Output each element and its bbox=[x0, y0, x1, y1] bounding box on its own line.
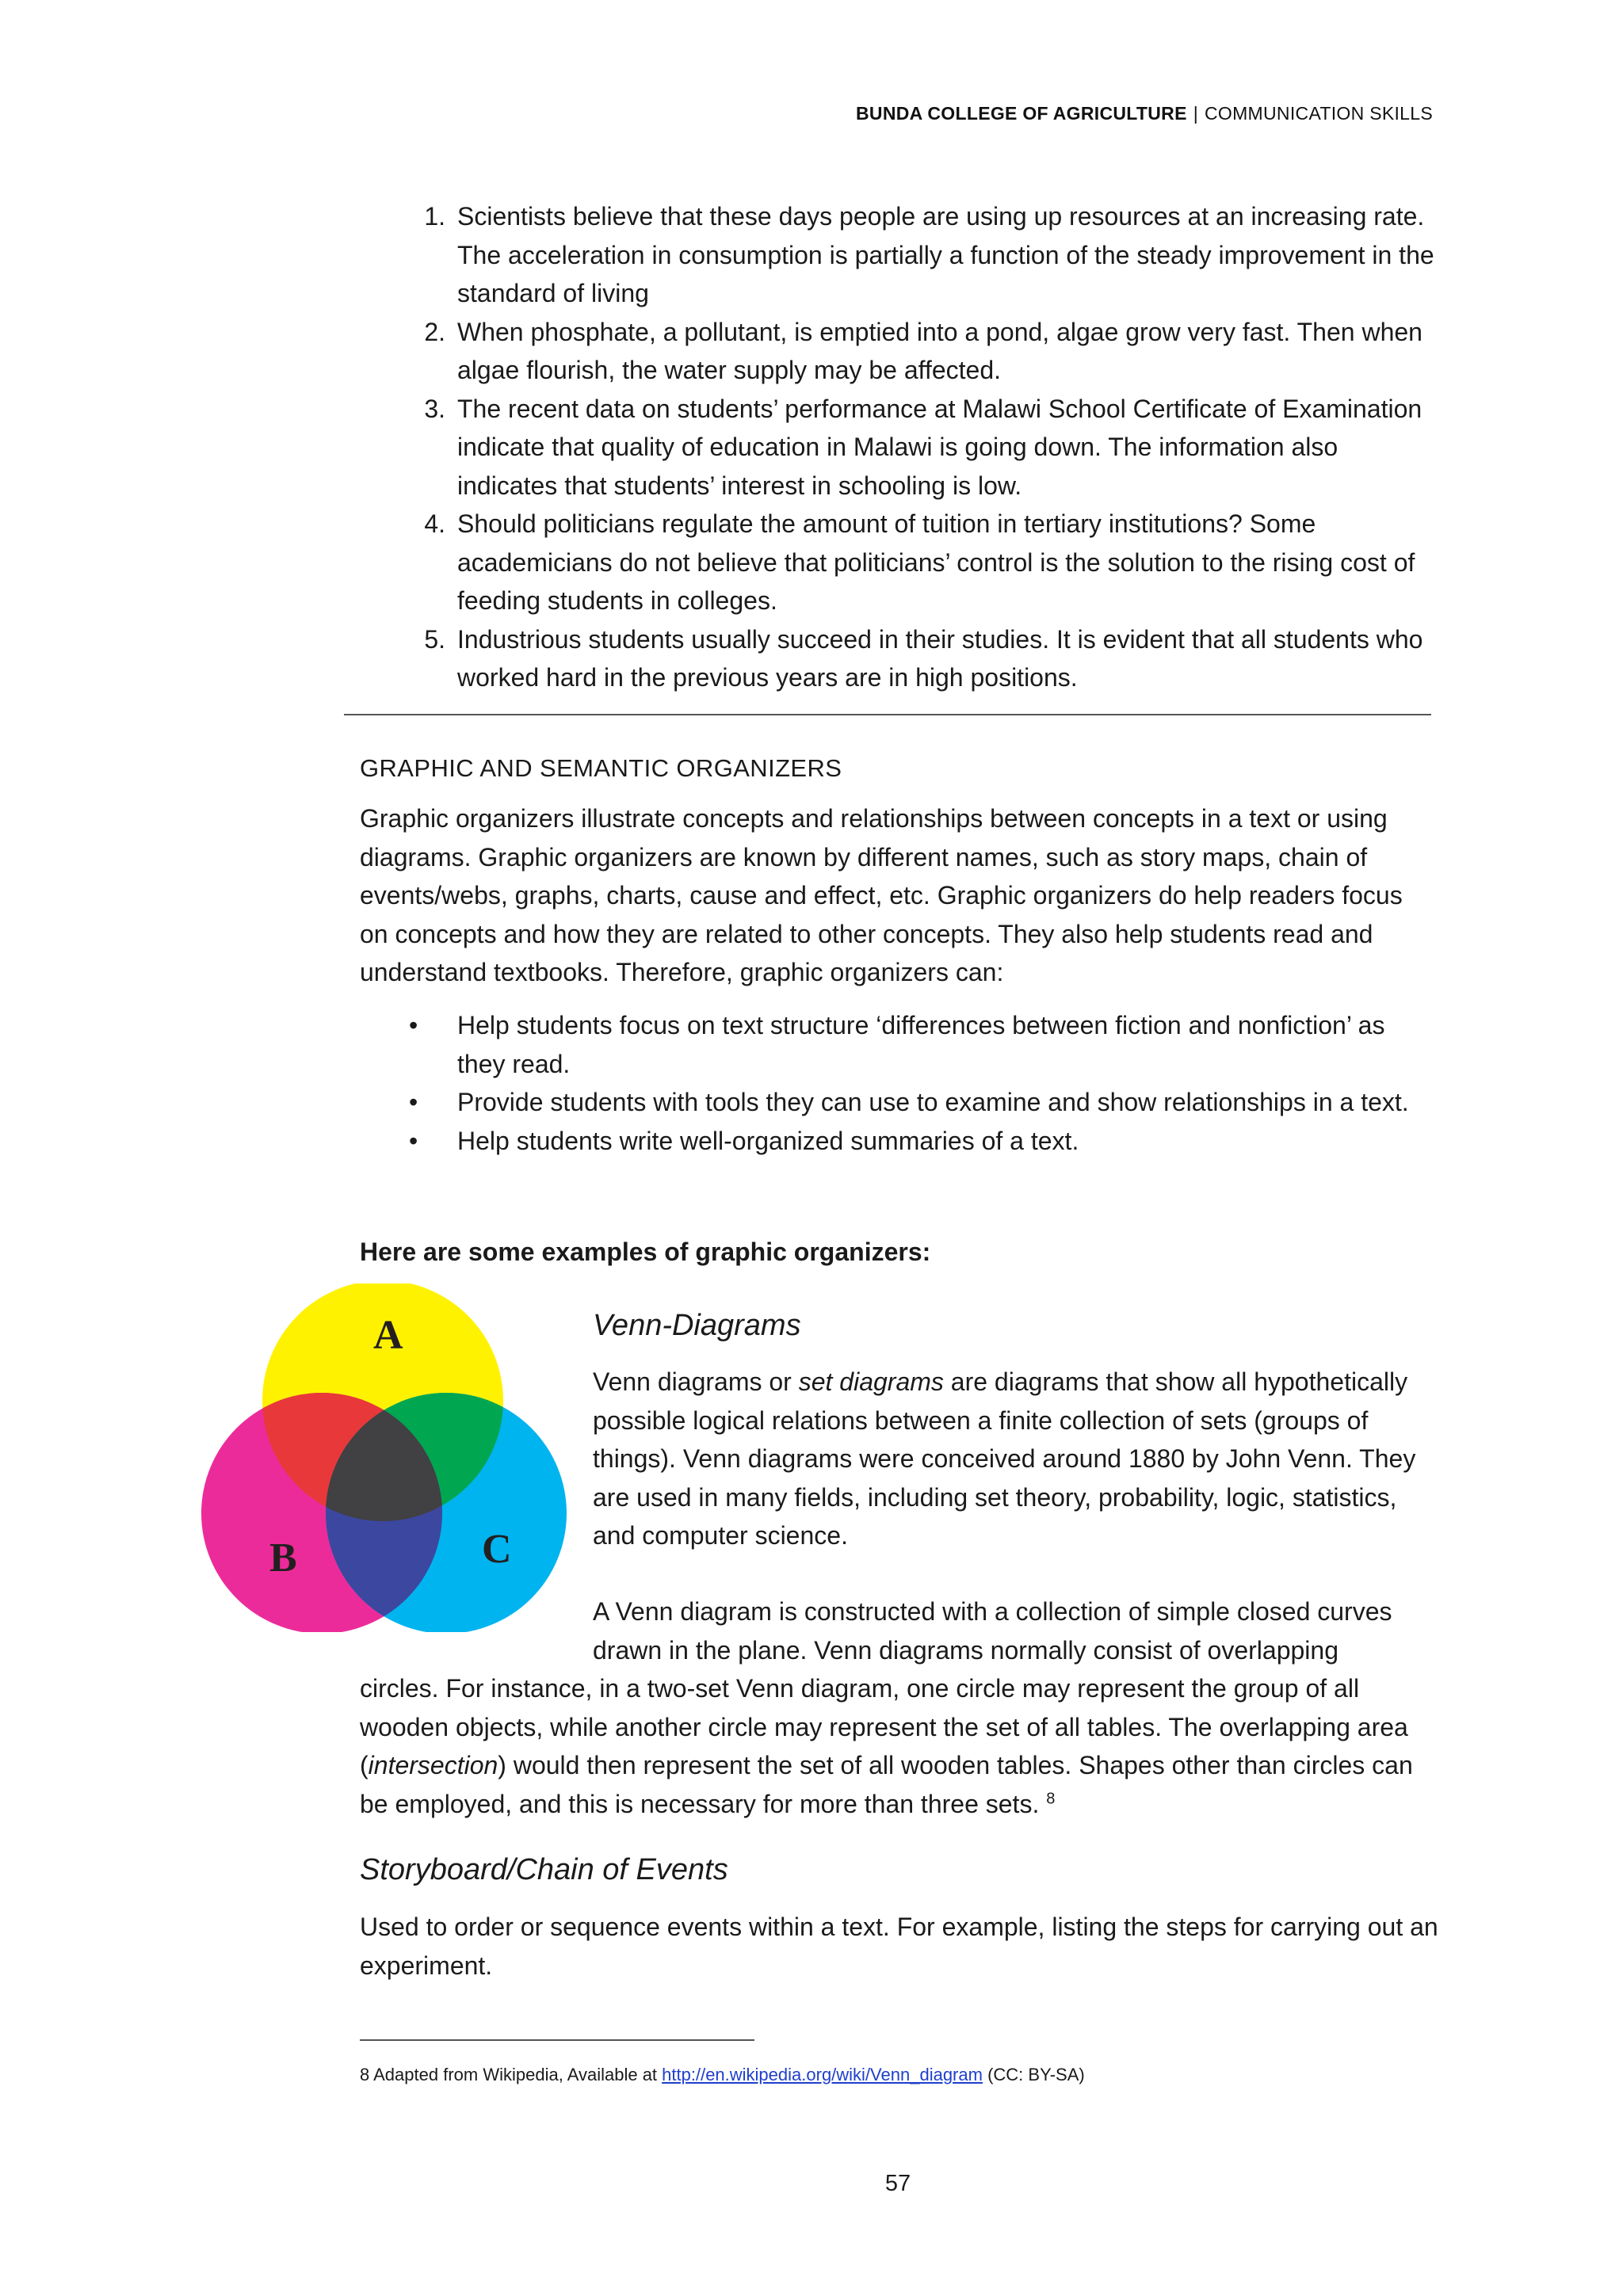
list-item-text: Scientists believe that these days people are using up resources at an increasing rate. The acceleration in consumption is partially a function of the steady improvement in the standard of living bbox=[457, 202, 1434, 307]
venn-paragraph-2-cont bbox=[360, 1669, 1442, 1823]
list-number: 4. bbox=[424, 509, 445, 538]
bullet-text: Help students focus on text structure ‘differences between fiction and nonfiction’ as they read. bbox=[457, 1011, 1385, 1078]
section-divider bbox=[344, 714, 1431, 715]
bullet-icon: • bbox=[409, 1011, 418, 1039]
venn-p1-text: Venn diagrams or bbox=[593, 1367, 799, 1396]
bullet-item bbox=[406, 1122, 1436, 1161]
storyboard-paragraph: Used to order or sequence events within a text. For example, listing the steps for carrying out an experiment. bbox=[360, 1913, 1438, 1980]
venn-p2-text-cont: ) would then represent the set of all wooden tables. Shapes other than circles can be employed, and this is necessary for more than three sets. bbox=[360, 1751, 1413, 1818]
bullet-item bbox=[406, 1006, 1436, 1083]
list-item-text: The recent data on students’ performance at Malawi School Certificate of Examination indicate that quality of education in Malawi is going down. The information also indicates that students’ interest in schooling is low. bbox=[457, 394, 1423, 500]
venn-p2-text: circles. For instance, in a two-set Venn diagram, one circle may represent the group of all wooden objects, while another circle may represent the set of all tables. The overlapping area ( bbox=[360, 1674, 1408, 1779]
venn-label-b: B bbox=[269, 1535, 297, 1581]
venn-p1-emphasis: set diagrams bbox=[798, 1367, 944, 1396]
list-number: 1. bbox=[424, 202, 445, 231]
intro-paragraph: Graphic organizers illustrate concepts and relationships between concepts in a text or using diagrams. Graphic organizers are known by different names, such as story maps, chain of events/webs, graphs, charts, cause and effect, etc. Graphic organizers do help readers focus on concepts and how they are related to other concepts. They also help students read and understand textbooks. Therefore, graphic organizers can: bbox=[360, 804, 1403, 986]
venn-p2-emphasis: intersection bbox=[368, 1751, 498, 1779]
footnote-divider bbox=[360, 2039, 754, 2041]
bullet-icon: • bbox=[409, 1088, 418, 1116]
list-number: 3. bbox=[424, 394, 445, 423]
footnote-link[interactable]: http://en.wikipedia.org/wiki/Venn_diagram bbox=[662, 2065, 983, 2084]
numbered-example-list bbox=[406, 197, 1436, 697]
bullet-text: Help students write well-organized summaries of a text. bbox=[457, 1126, 1079, 1155]
list-number: 5. bbox=[424, 624, 445, 654]
list-item bbox=[406, 390, 1436, 505]
list-item bbox=[406, 197, 1436, 313]
list-item bbox=[406, 620, 1436, 697]
venn-paragraph-1 bbox=[593, 1363, 1441, 1555]
footnote bbox=[360, 2065, 1085, 2085]
list-item bbox=[406, 313, 1436, 390]
bullet-text: Provide students with tools they can use to examine and show relationships in a text. bbox=[457, 1088, 1409, 1116]
footnote-text: 8 Adapted from Wikipedia, Available at bbox=[360, 2065, 663, 2084]
list-item-text: When phosphate, a pollutant, is emptied into a pond, algae grow very fast. Then when algae flourish, the water supply may be affected. bbox=[457, 317, 1423, 384]
venn-paragraph-2-start: A Venn diagram is constructed with a collection of simple closed curves drawn in the plane. Venn diagrams normally consist of overlapping bbox=[593, 1597, 1392, 1665]
examples-heading: Here are some examples of graphic organizers: bbox=[360, 1238, 931, 1266]
bullet-icon: • bbox=[409, 1126, 418, 1155]
footnote-license: (CC: BY-SA) bbox=[982, 2065, 1085, 2084]
list-item-text: Industrious students usually succeed in their studies. It is evident that all students who worked hard in the previous years are in high positions. bbox=[457, 624, 1423, 692]
list-number: 2. bbox=[424, 317, 445, 346]
bullet-item bbox=[406, 1083, 1436, 1122]
venn-heading: Venn-Diagrams bbox=[593, 1309, 801, 1342]
running-header bbox=[856, 103, 1433, 124]
header-course: COMMUNICATION SKILLS bbox=[1205, 103, 1433, 124]
header-separator: | bbox=[1193, 103, 1198, 124]
storyboard-heading: Storyboard/Chain of Events bbox=[360, 1853, 728, 1886]
venn-diagram-image bbox=[201, 1283, 571, 1632]
footnote-reference[interactable]: 8 bbox=[1046, 1789, 1056, 1807]
page-number: 57 bbox=[884, 2171, 911, 2196]
bullet-list bbox=[406, 1006, 1436, 1160]
venn-label-a: A bbox=[373, 1313, 403, 1358]
header-institution: BUNDA COLLEGE OF AGRICULTURE bbox=[856, 103, 1187, 124]
list-item-text: Should politicians regulate the amount of tuition in tertiary institutions? Some academicians do not believe that politicians’ control is the solution to the rising cost of feeding students in colleges. bbox=[457, 509, 1415, 615]
section-heading: GRAPHIC AND SEMANTIC ORGANIZERS bbox=[360, 754, 842, 782]
venn-label-c: C bbox=[482, 1527, 512, 1572]
list-item bbox=[406, 505, 1436, 620]
venn-p1-text-cont: are diagrams that show all hypothetically possible logical relations between a finite collection of sets (groups of things). Venn diagrams were conceived around 1880 by John Venn. They are used in many fields, including set theory, probability, logic, statistics, and computer science. bbox=[593, 1367, 1416, 1550]
